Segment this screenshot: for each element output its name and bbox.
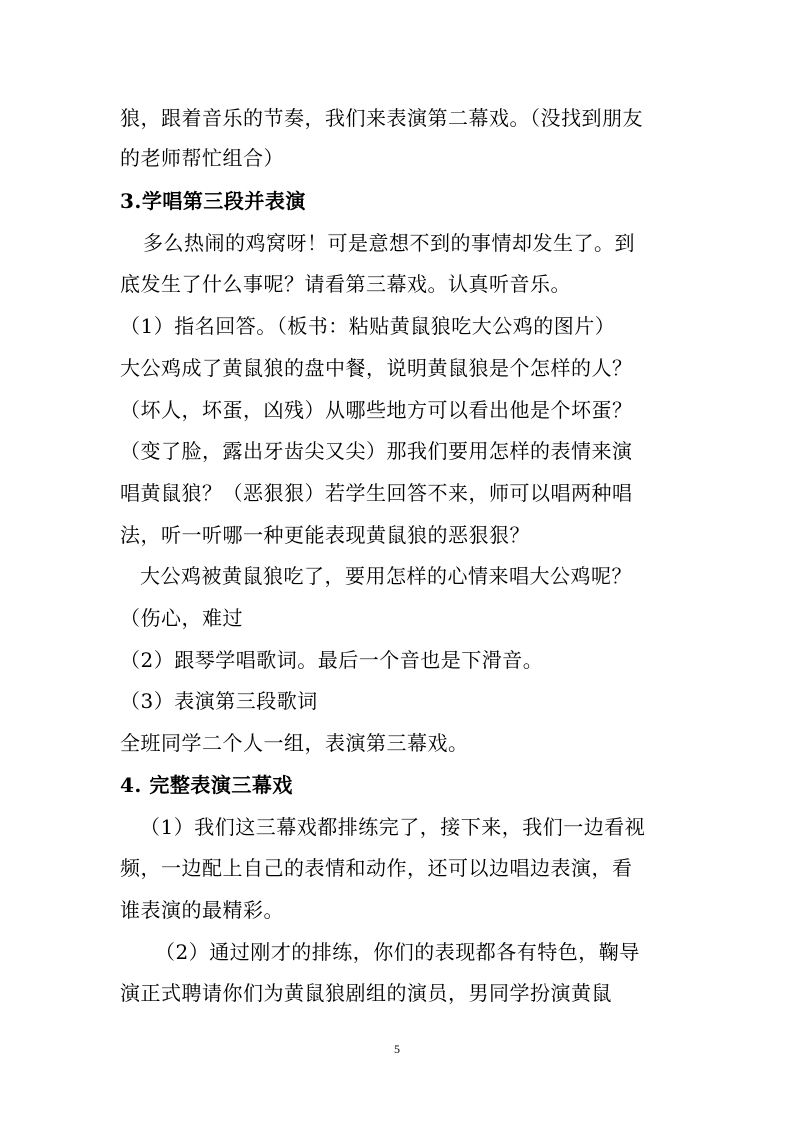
text-line: （变了脸，露出牙齿尖又尖）那我们要用怎样的表情来演 [120, 439, 633, 463]
text-line: 法，听一听哪一种更能表现黄鼠狼的恶狠狠？ [120, 523, 530, 547]
text-line: 的老师帮忙组合） [120, 146, 284, 170]
text-line: 多么热闹的鸡窝呀！可是意想不到的事情却发生了。到 [143, 231, 635, 255]
text-line: 唱黄鼠狼？（恶狠狠）若学生回答不来，师可以唱两种唱 [120, 481, 633, 505]
page-number: 5 [394, 1042, 400, 1056]
section-heading: 4. 完整表演三幕戏 [120, 773, 293, 797]
text-line: （3）表演第三段歌词 [120, 689, 318, 713]
text-line: （1）我们这三幕戏都排练完了，接下来，我们一边看视 [140, 815, 646, 839]
text-line: （坏人，坏蛋，凶残）从哪些地方可以看出他是个坏蛋？ [120, 398, 633, 422]
text-line: （伤心，难过 [120, 606, 243, 630]
text-line: 频，一边配上自己的表情和动作，还可以边唱边表演，看 [120, 856, 633, 880]
text-line: 大公鸡成了黄鼠狼的盘中餐，说明黄鼠狼是个怎样的人？ [120, 356, 633, 380]
text-line: 全班同学二个人一组，表演第三幕戏。 [120, 731, 469, 755]
text-line: （2）跟琴学唱歌词。最后一个音也是下滑音。 [120, 648, 544, 672]
text-line: 狼，跟着音乐的节奏，我们来表演第二幕戏。（没找到朋友 [120, 106, 643, 130]
text-line: 谁表演的最精彩。 [120, 898, 284, 922]
section-heading: 3.学唱第三段并表演 [120, 189, 306, 213]
text-line: 大公鸡被黄鼠狼吃了，要用怎样的心情来唱大公鸡呢？ [140, 564, 632, 588]
text-line: 演正式聘请你们为黄鼠狼剧组的演员，男同学扮演黄鼠 [120, 981, 612, 1005]
text-line: 底发生了什么事呢？请看第三幕戏。认真听音乐。 [120, 272, 571, 296]
text-line: （1）指名回答。（板书：粘贴黄鼠狼吃大公鸡的图片） [120, 314, 616, 338]
text-line: （2）通过刚才的排练，你们的表现都各有特色，鞠导 [155, 940, 640, 964]
